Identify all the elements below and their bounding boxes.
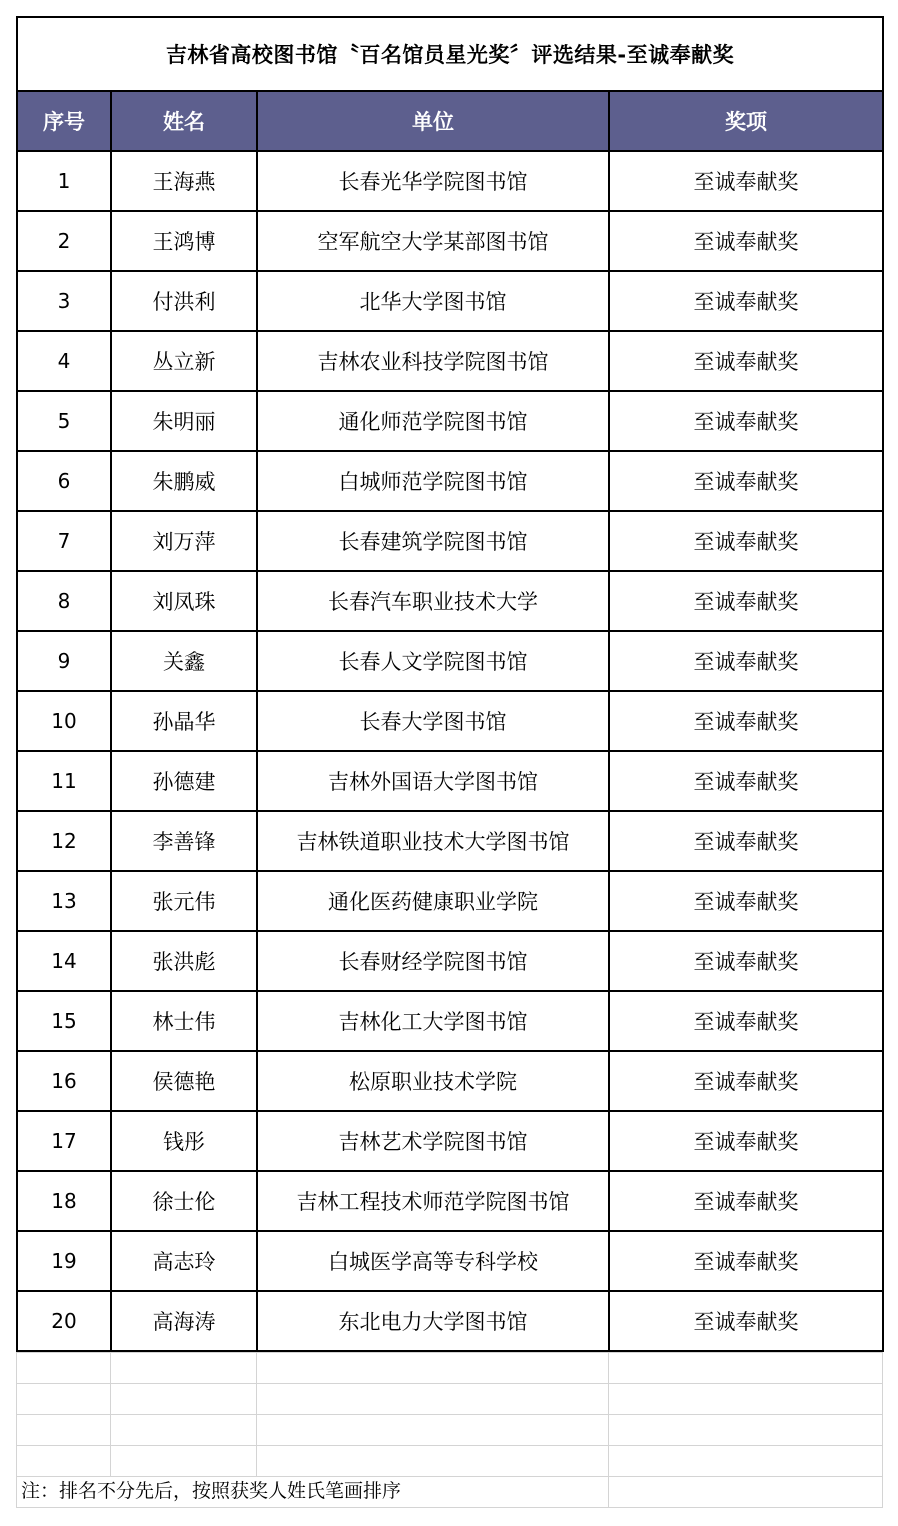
row-award: 至诚奉献奖 bbox=[609, 571, 883, 631]
row-name: 丛立新 bbox=[111, 331, 257, 391]
row-unit: 长春大学图书馆 bbox=[257, 691, 609, 751]
table-row bbox=[17, 631, 883, 691]
row-name: 高海涛 bbox=[111, 1291, 257, 1351]
table-row bbox=[17, 931, 883, 991]
table-row bbox=[17, 511, 883, 571]
row-unit: 吉林工程技术师范学院图书馆 bbox=[257, 1171, 609, 1231]
row-award: 至诚奉献奖 bbox=[609, 691, 883, 751]
row-index: 2 bbox=[17, 211, 111, 271]
row-unit: 长春建筑学院图书馆 bbox=[257, 511, 609, 571]
table-row bbox=[17, 1231, 883, 1291]
row-award: 至诚奉献奖 bbox=[609, 1231, 883, 1291]
row-index: 4 bbox=[17, 331, 111, 391]
row-name: 关鑫 bbox=[111, 631, 257, 691]
table-row bbox=[17, 451, 883, 511]
row-unit: 长春财经学院图书馆 bbox=[257, 931, 609, 991]
row-name: 侯德艳 bbox=[111, 1051, 257, 1111]
row-unit: 吉林化工大学图书馆 bbox=[257, 991, 609, 1051]
row-name: 张洪彪 bbox=[111, 931, 257, 991]
row-name: 付洪利 bbox=[111, 271, 257, 331]
row-name: 刘凤珠 bbox=[111, 571, 257, 631]
table-row bbox=[17, 1171, 883, 1231]
table-row bbox=[17, 271, 883, 331]
row-unit: 松原职业技术学院 bbox=[257, 1051, 609, 1111]
row-unit: 吉林外国语大学图书馆 bbox=[257, 751, 609, 811]
row-award: 至诚奉献奖 bbox=[609, 1291, 883, 1351]
row-index: 16 bbox=[17, 1051, 111, 1111]
award-table bbox=[16, 16, 884, 1352]
row-index: 13 bbox=[17, 871, 111, 931]
table-row bbox=[17, 211, 883, 271]
row-award: 至诚奉献奖 bbox=[609, 811, 883, 871]
row-award: 至诚奉献奖 bbox=[609, 391, 883, 451]
row-index: 15 bbox=[17, 991, 111, 1051]
row-index: 1 bbox=[17, 151, 111, 211]
table-row bbox=[17, 811, 883, 871]
row-award: 至诚奉献奖 bbox=[609, 631, 883, 691]
row-name: 张元伟 bbox=[111, 871, 257, 931]
row-index: 17 bbox=[17, 1111, 111, 1171]
row-unit: 白城医学高等专科学校 bbox=[257, 1231, 609, 1291]
row-award: 至诚奉献奖 bbox=[609, 1171, 883, 1231]
row-award: 至诚奉献奖 bbox=[609, 271, 883, 331]
row-award: 至诚奉献奖 bbox=[609, 931, 883, 991]
row-unit: 长春人文学院图书馆 bbox=[257, 631, 609, 691]
table-row bbox=[17, 691, 883, 751]
row-name: 朱鹏威 bbox=[111, 451, 257, 511]
row-index: 3 bbox=[17, 271, 111, 331]
table-row bbox=[17, 871, 883, 931]
empty-grid bbox=[16, 1352, 883, 1508]
row-award: 至诚奉献奖 bbox=[609, 1111, 883, 1171]
row-award: 至诚奉献奖 bbox=[609, 511, 883, 571]
table-row bbox=[17, 751, 883, 811]
row-index: 20 bbox=[17, 1291, 111, 1351]
row-award: 至诚奉献奖 bbox=[609, 1051, 883, 1111]
table-row bbox=[17, 1111, 883, 1171]
footnote: 注：排名不分先后，按照获奖人姓氏笔画排序 bbox=[21, 1480, 402, 1502]
row-index: 9 bbox=[17, 631, 111, 691]
row-name: 孙德建 bbox=[111, 751, 257, 811]
row-name: 朱明丽 bbox=[111, 391, 257, 451]
row-award: 至诚奉献奖 bbox=[609, 331, 883, 391]
row-unit: 空军航空大学某部图书馆 bbox=[257, 211, 609, 271]
row-index: 14 bbox=[17, 931, 111, 991]
row-index: 19 bbox=[17, 1231, 111, 1291]
row-unit: 北华大学图书馆 bbox=[257, 271, 609, 331]
row-unit: 长春汽车职业技术大学 bbox=[257, 571, 609, 631]
row-award: 至诚奉献奖 bbox=[609, 151, 883, 211]
header-index: 序号 bbox=[17, 91, 111, 151]
row-unit: 吉林农业科技学院图书馆 bbox=[257, 331, 609, 391]
row-name: 孙晶华 bbox=[111, 691, 257, 751]
row-unit: 吉林艺术学院图书馆 bbox=[257, 1111, 609, 1171]
row-name: 林士伟 bbox=[111, 991, 257, 1051]
row-unit: 长春光华学院图书馆 bbox=[257, 151, 609, 211]
table-row bbox=[17, 991, 883, 1051]
table-row bbox=[17, 391, 883, 451]
row-index: 11 bbox=[17, 751, 111, 811]
header-name: 姓名 bbox=[111, 91, 257, 151]
row-award: 至诚奉献奖 bbox=[609, 991, 883, 1051]
row-index: 7 bbox=[17, 511, 111, 571]
spreadsheet bbox=[16, 16, 882, 1508]
row-index: 10 bbox=[17, 691, 111, 751]
row-index: 12 bbox=[17, 811, 111, 871]
row-index: 18 bbox=[17, 1171, 111, 1231]
row-name: 李善锋 bbox=[111, 811, 257, 871]
row-award: 至诚奉献奖 bbox=[609, 751, 883, 811]
table-row bbox=[17, 151, 883, 211]
row-unit: 通化医药健康职业学院 bbox=[257, 871, 609, 931]
table-row bbox=[17, 1291, 883, 1351]
table-title: 吉林省高校图书馆〝百名馆员星光奖〞评选结果-至诚奉献奖 bbox=[17, 17, 883, 91]
row-award: 至诚奉献奖 bbox=[609, 211, 883, 271]
row-unit: 白城师范学院图书馆 bbox=[257, 451, 609, 511]
row-index: 8 bbox=[17, 571, 111, 631]
header-award: 奖项 bbox=[609, 91, 883, 151]
row-name: 钱彤 bbox=[111, 1111, 257, 1171]
row-name: 王海燕 bbox=[111, 151, 257, 211]
header-unit: 单位 bbox=[257, 91, 609, 151]
table-row bbox=[17, 571, 883, 631]
row-unit: 东北电力大学图书馆 bbox=[257, 1291, 609, 1351]
row-name: 刘万萍 bbox=[111, 511, 257, 571]
row-unit: 通化师范学院图书馆 bbox=[257, 391, 609, 451]
row-name: 高志玲 bbox=[111, 1231, 257, 1291]
row-unit: 吉林铁道职业技术大学图书馆 bbox=[257, 811, 609, 871]
row-name: 徐士伦 bbox=[111, 1171, 257, 1231]
row-index: 5 bbox=[17, 391, 111, 451]
table-row bbox=[17, 331, 883, 391]
row-award: 至诚奉献奖 bbox=[609, 871, 883, 931]
header-row bbox=[17, 91, 883, 151]
table-row bbox=[17, 1051, 883, 1111]
row-award: 至诚奉献奖 bbox=[609, 451, 883, 511]
row-name: 王鸿博 bbox=[111, 211, 257, 271]
row-index: 6 bbox=[17, 451, 111, 511]
